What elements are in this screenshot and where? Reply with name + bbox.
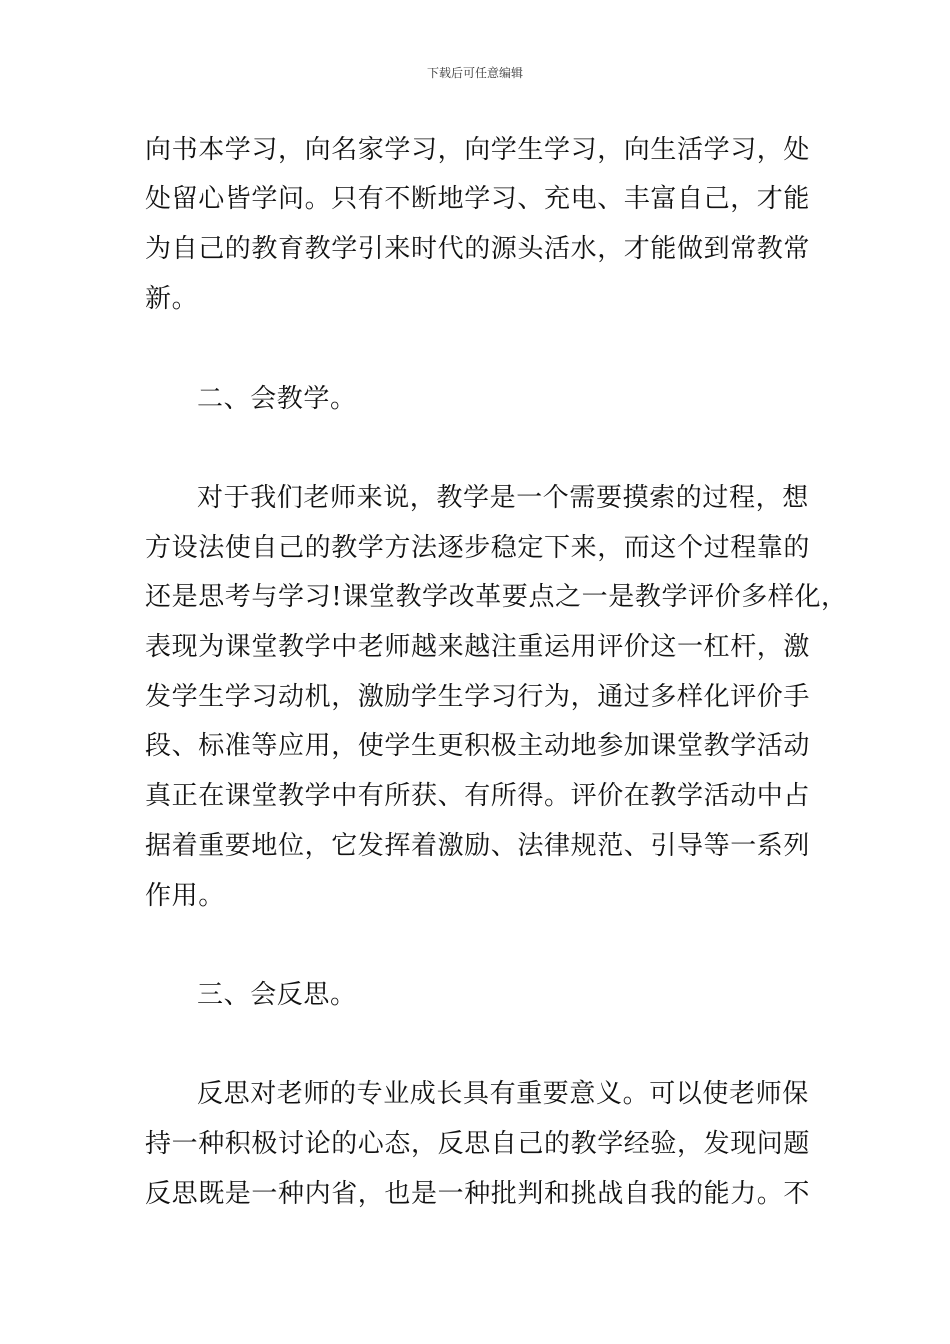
paragraph-line: 反思对老师的专业成长具有重要意义。可以使老师保 xyxy=(197,1079,809,1109)
paragraph-line: 作用。 xyxy=(145,881,225,911)
paragraph-line: 对于我们老师来说，教学是一个需要摸索的过程，想 xyxy=(197,483,809,513)
section-heading: 二、会教学。 xyxy=(197,384,357,414)
paragraph-line: 为自己的教育教学引来时代的源头活水，才能做到常教常 xyxy=(145,234,811,264)
paragraph-line: 还是思考与学习!课堂教学改革要点之一是教学评价多样化， xyxy=(145,582,848,612)
paragraph-line: 方设法使自己的教学方法逐步稳定下来，而这个过程靠的 xyxy=(145,533,811,563)
paragraph-line: 持一种积极讨论的心态，反思自己的教学经验，发现问题 xyxy=(145,1129,811,1159)
paragraph-line: 表现为课堂教学中老师越来越注重运用评价这一杠杆，激 xyxy=(145,632,811,662)
paragraph-line: 发学生学习动机，激励学生学习行为，通过多样化评价手 xyxy=(145,682,811,712)
paragraph-line: 新。 xyxy=(145,284,199,314)
paragraph-line: 段、标准等应用，使学生更积极主动地参加课堂教学活动 xyxy=(145,731,811,761)
paragraph-line: 据着重要地位，它发挥着激励、法律规范、引导等一系列 xyxy=(145,831,811,861)
paragraph-line: 真正在课堂教学中有所获、有所得。评价在教学活动中占 xyxy=(145,781,811,811)
page-header: 下载后可任意编辑 xyxy=(426,66,523,80)
paragraph-line: 反思既是一种内省，也是一种批判和挑战自我的能力。不 xyxy=(145,1179,811,1209)
section-heading: 三、会反思。 xyxy=(197,980,357,1010)
paragraph-line: 向书本学习，向名家学习，向学生学习，向生活学习，处 xyxy=(145,135,811,165)
paragraph-line: 处留心皆学问。只有不断地学习、充电、丰富自己，才能 xyxy=(145,184,811,214)
